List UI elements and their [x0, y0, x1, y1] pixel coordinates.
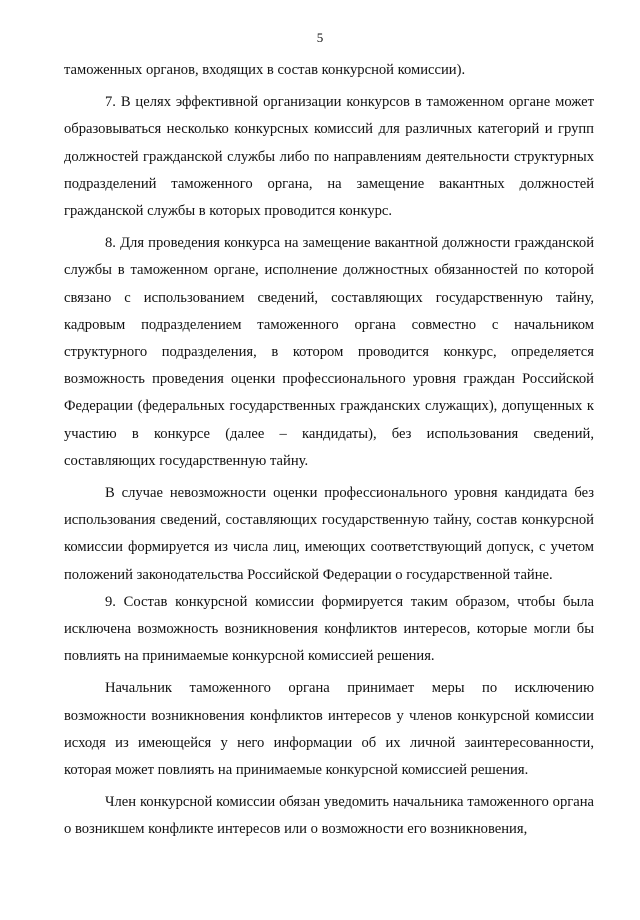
- paragraph-item-9: 9. Состав конкурсной комиссии формируется таким образом, чтобы была исключена возможность возникновения конфликтов интересов, которые могли бы повлиять на принимаемые конкурсной комиссией решения.: [64, 593, 594, 665]
- paragraph-continuation: таможенных органов, входящих в состав конкурсной комиссии).: [64, 62, 466, 78]
- paragraph-item-7: 7. В целях эффективной организации конкурсов в таможенном органе может образовываться несколько конкурсных комиссий для различных категорий и групп должностей гражданской службы либо по направлениям деятельности структурных подразделений таможенного органа, на замещение вакантных должностей гражданской службы в которых проводится конкурс.: [64, 94, 594, 220]
- paragraph-item-8: 8. Для проведения конкурса на замещение вакантной должности гражданской службы в таможенном органе, исполнение должностных обязанностей по которой связано с использованием сведений, составляющих государственную тайну, кадровым подразделением таможенного органа совместно с начальником структурного подразделения, в котором проводится конкурс, определяется возможность проведения оценки профессионального уровня граждан Российской Федерации (федеральных государственных гражданских служащих), допущенных к участию в конкурсе (далее – кандидаты), без использования сведений, составляющих государственную тайну.: [64, 235, 594, 469]
- page-number: 5: [316, 30, 324, 45]
- paragraph-item-9-part-3: Член конкурсной комиссии обязан уведомить начальника таможенного органа о возникшем конфликте интересов или о возможности его возникновения,: [64, 794, 594, 838]
- document-body: [64, 57, 594, 844]
- paragraph-item-8-part-2: В случае невозможности оценки профессионального уровня кандидата без использования сведений, составляющих государственную тайну, состав конкурсной комиссии формируется из числа лиц, имеющих соответствующий допуск, с учетом положений законодательства Российской Федерации о государственной тайне.: [64, 485, 594, 583]
- paragraph-item-9-part-2: Начальник таможенного органа принимает меры по исключению возможности возникновения конфликтов интересов у членов конкурсной комиссии исходя из имеющейся у него информации об их личной заинтересованности, которая может повлиять на принимаемые конкурсной комиссией решения.: [64, 680, 594, 779]
